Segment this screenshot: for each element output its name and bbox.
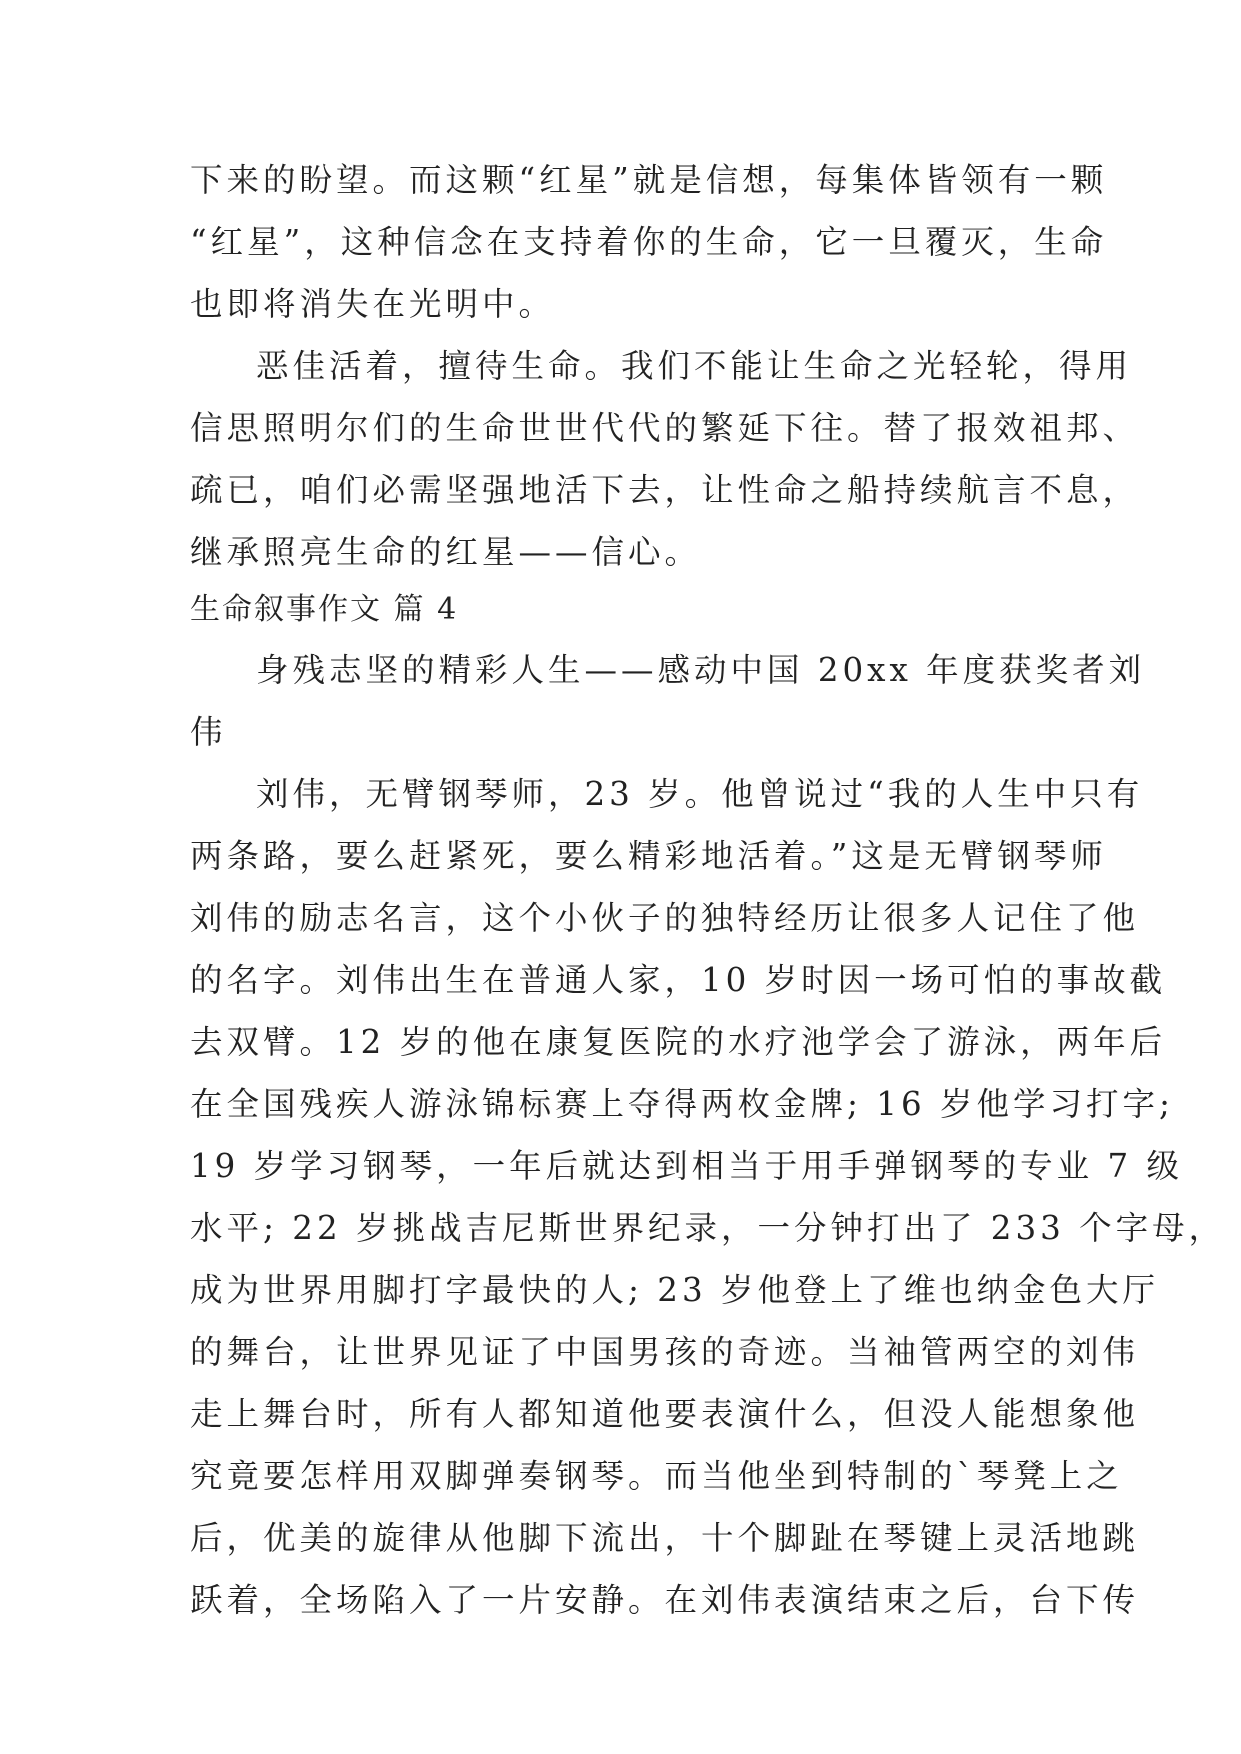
text-line: 的名字。刘伟出生在普通人家，10 岁时因一场可怕的事故截 (190, 961, 1167, 999)
text-line: 的舞台，让世界见证了中国男孩的奇迹。当袖管两空的刘伟 (190, 1333, 1140, 1371)
section-heading: 生命叙事作文 篇 4 (190, 592, 459, 627)
text-line: 19 岁学习钢琴，一年后就达到相当于用手弹钢琴的专业 7 级 (190, 1147, 1184, 1185)
text-line: 也即将消失在光明中。 (190, 285, 556, 323)
text-line: 后，优美的旋律从他脚下流出，十个脚趾在琴键上灵活地跳 (190, 1519, 1140, 1557)
text-line: 下来的盼望。而这颗“红星”就是信想，每集体皆领有一颗 (190, 161, 1108, 199)
paragraph-start-line: 恶佳活着，擅待生命。我们不能让生命之光轻轮，得用 (256, 347, 1133, 385)
article-title-line: 伟 (190, 713, 227, 751)
text-line: 信思照明尔们的生命世世代代的繁延下往。替了报效祖邦、 (190, 409, 1140, 447)
text-line: 在全国残疾人游泳锦标赛上夺得两枚金牌; 16 岁他学习打字; (190, 1085, 1174, 1123)
text-line: 去双臂。12 岁的他在康复医院的水疗池学会了游泳，两年后 (190, 1023, 1167, 1061)
paragraph-start-line: 刘伟，无臂钢琴师，23 岁。他曾说过“我的人生中只有 (256, 775, 1144, 813)
text-line: 刘伟的励志名言，这个小伙子的独特经历让很多人记住了他 (190, 899, 1140, 937)
text-line: 继承照亮生命的红星——信心。 (190, 533, 702, 571)
text-line: 究竟要怎样用双脚弹奏钢琴。而当他坐到特制的`琴凳上之 (190, 1457, 1123, 1495)
text-line: “红星”，这种信念在支持着你的生命，它一旦覆灭，生命 (190, 223, 1108, 261)
text-line: 走上舞台时，所有人都知道他要表演什么，但没人能想象他 (190, 1395, 1140, 1433)
text-line: 水平; 22 岁挑战吉尼斯世界纪录，一分钟打出了 233 个字母， (190, 1209, 1226, 1247)
text-line: 疏已，咱们必需坚强地活下去，让性命之船持续航言不息， (190, 471, 1140, 509)
text-line: 跃着，全场陷入了一片安静。在刘伟表演结束之后，台下传 (190, 1581, 1140, 1619)
text-line: 成为世界用脚打字最快的人; 23 岁他登上了维也纳金色大厅 (190, 1271, 1159, 1309)
article-title-line: 身残志坚的精彩人生——感动中国 20xx 年度获奖者刘 (256, 651, 1146, 689)
text-line: 两条路，要么赶紧死，要么精彩地活着。”这是无臂钢琴师 (190, 837, 1107, 875)
